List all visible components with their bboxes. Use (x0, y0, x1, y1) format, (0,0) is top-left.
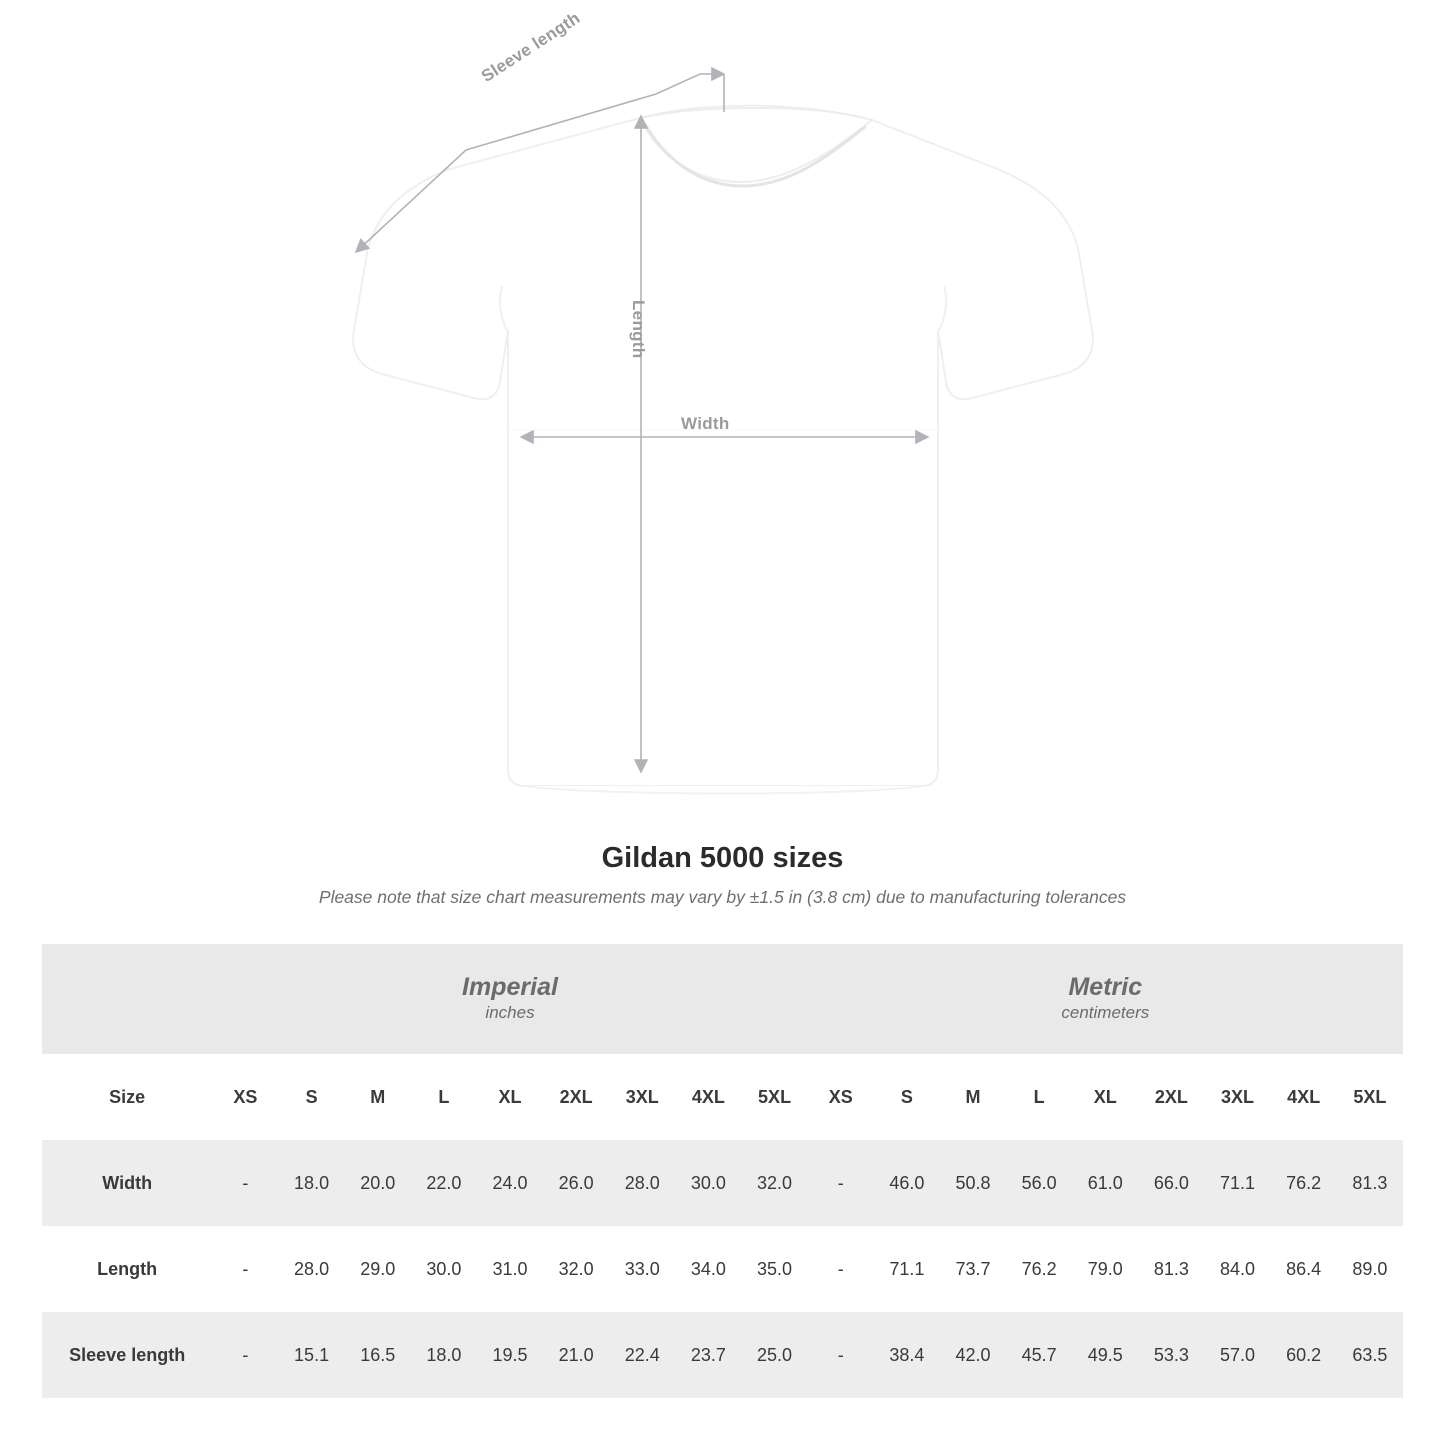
size-header-metric-3xl: 3XL (1204, 1054, 1270, 1140)
cell-width-metric-3xl: 71.1 (1204, 1140, 1270, 1226)
cell-width-imperial-3xl: 28.0 (609, 1140, 675, 1226)
size-header-imperial-xl: XL (477, 1054, 543, 1140)
cell-sleeve-length-metric-2xl: 53.3 (1138, 1312, 1204, 1398)
cell-length-imperial-m: 29.0 (345, 1226, 411, 1312)
size-header-row (42, 1054, 1403, 1140)
cell-width-imperial-5xl: 32.0 (741, 1140, 807, 1226)
size-header-metric-m: M (940, 1054, 1006, 1140)
width-label: Width (681, 414, 730, 433)
cell-length-metric-l: 76.2 (1006, 1226, 1072, 1312)
size-header-metric-2xl: 2XL (1138, 1054, 1204, 1140)
unit-name-metric: Metric (1068, 972, 1143, 1001)
sleeve-length-label: Sleeve length (478, 8, 584, 86)
unit-header-row (42, 944, 1403, 1054)
size-header-metric-l: L (1006, 1054, 1072, 1140)
cell-length-metric-5xl: 89.0 (1337, 1226, 1403, 1312)
unit-name-imperial: Imperial (462, 972, 558, 1001)
page-title: Gildan 5000 sizes (601, 842, 844, 874)
cell-sleeve-length-imperial-4xl: 23.7 (675, 1312, 741, 1398)
size-header-metric-5xl: 5XL (1337, 1054, 1403, 1140)
cell-length-imperial-4xl: 34.0 (675, 1226, 741, 1312)
cell-length-imperial-3xl: 33.0 (609, 1226, 675, 1312)
cell-length-metric-xl: 79.0 (1072, 1226, 1138, 1312)
table-row (42, 1226, 1403, 1312)
size-header-imperial-2xl: 2XL (543, 1054, 609, 1140)
unit-header-spacer (42, 944, 212, 1054)
size-header-label: Size (42, 1054, 212, 1140)
cell-width-metric-s: 46.0 (874, 1140, 940, 1226)
cell-width-metric-xl: 61.0 (1072, 1140, 1138, 1226)
cell-width-metric-m: 50.8 (940, 1140, 1006, 1226)
tshirt-shape (353, 106, 1093, 794)
cell-width-imperial-2xl: 26.0 (543, 1140, 609, 1226)
chart-header (0, 842, 1445, 908)
cell-length-metric-2xl: 81.3 (1138, 1226, 1204, 1312)
size-header-imperial-s: S (279, 1054, 345, 1140)
cell-length-imperial-2xl: 32.0 (543, 1226, 609, 1312)
cell-length-imperial-l: 30.0 (411, 1226, 477, 1312)
cell-width-imperial-l: 22.0 (411, 1140, 477, 1226)
size-header-imperial-5xl: 5XL (741, 1054, 807, 1140)
cell-length-metric-xs: - (808, 1226, 874, 1312)
unit-header-imperial (212, 944, 807, 1054)
size-header-imperial-l: L (411, 1054, 477, 1140)
cell-length-imperial-5xl: 35.0 (741, 1226, 807, 1312)
cell-sleeve-length-imperial-3xl: 22.4 (609, 1312, 675, 1398)
tolerance-note: Please note that size chart measurements may vary by ±1.5 in (3.8 cm) due to manufacturing tolerances (318, 887, 1127, 907)
row-label: Length (42, 1226, 212, 1312)
size-header-metric-s: S (874, 1054, 940, 1140)
unit-sub-imperial: inches (485, 1003, 535, 1023)
cell-width-imperial-m: 20.0 (345, 1140, 411, 1226)
row-label: Width (42, 1140, 212, 1226)
cell-length-metric-s: 71.1 (874, 1226, 940, 1312)
cell-sleeve-length-metric-m: 42.0 (940, 1312, 1006, 1398)
table-row (42, 1312, 1403, 1398)
size-header-imperial-xs: XS (212, 1054, 278, 1140)
cell-width-imperial-xl: 24.0 (477, 1140, 543, 1226)
cell-width-metric-l: 56.0 (1006, 1140, 1072, 1226)
cell-length-metric-4xl: 86.4 (1271, 1226, 1337, 1312)
row-label: Sleeve length (42, 1312, 212, 1398)
cell-width-imperial-4xl: 30.0 (675, 1140, 741, 1226)
cell-sleeve-length-metric-3xl: 57.0 (1204, 1312, 1270, 1398)
cell-sleeve-length-metric-xl: 49.5 (1072, 1312, 1138, 1398)
cell-length-metric-m: 73.7 (940, 1226, 1006, 1312)
size-header-imperial-4xl: 4XL (675, 1054, 741, 1140)
size-table-wrapper (42, 944, 1403, 1398)
size-header-imperial-m: M (345, 1054, 411, 1140)
size-header-metric-xl: XL (1072, 1054, 1138, 1140)
cell-sleeve-length-imperial-s: 15.1 (279, 1312, 345, 1398)
cell-length-imperial-s: 28.0 (279, 1226, 345, 1312)
cell-width-imperial-xs: - (212, 1140, 278, 1226)
cell-width-imperial-s: 18.0 (279, 1140, 345, 1226)
cell-sleeve-length-metric-4xl: 60.2 (1271, 1312, 1337, 1398)
unit-header-metric (808, 944, 1403, 1054)
unit-sub-metric: centimeters (1061, 1003, 1150, 1023)
cell-length-metric-3xl: 84.0 (1204, 1226, 1270, 1312)
size-header-metric-4xl: 4XL (1271, 1054, 1337, 1140)
table-row (42, 1140, 1403, 1226)
size-header-imperial-3xl: 3XL (609, 1054, 675, 1140)
size-chart-table (42, 944, 1403, 1398)
cell-length-imperial-xs: - (212, 1226, 278, 1312)
cell-width-metric-2xl: 66.0 (1138, 1140, 1204, 1226)
cell-sleeve-length-imperial-m: 16.5 (345, 1312, 411, 1398)
cell-sleeve-length-imperial-xl: 19.5 (477, 1312, 543, 1398)
cell-sleeve-length-imperial-l: 18.0 (411, 1312, 477, 1398)
cell-sleeve-length-metric-s: 38.4 (874, 1312, 940, 1398)
cell-sleeve-length-imperial-5xl: 25.0 (741, 1312, 807, 1398)
cell-width-metric-xs: - (808, 1140, 874, 1226)
cell-width-metric-5xl: 81.3 (1337, 1140, 1403, 1226)
cell-sleeve-length-imperial-xs: - (212, 1312, 278, 1398)
cell-width-metric-4xl: 76.2 (1271, 1140, 1337, 1226)
size-header-metric-xs: XS (808, 1054, 874, 1140)
cell-sleeve-length-metric-l: 45.7 (1006, 1312, 1072, 1398)
cell-length-imperial-xl: 31.0 (477, 1226, 543, 1312)
length-label: Length (629, 300, 648, 359)
cell-sleeve-length-imperial-2xl: 21.0 (543, 1312, 609, 1398)
cell-sleeve-length-metric-xs: - (808, 1312, 874, 1398)
cell-sleeve-length-metric-5xl: 63.5 (1337, 1312, 1403, 1398)
